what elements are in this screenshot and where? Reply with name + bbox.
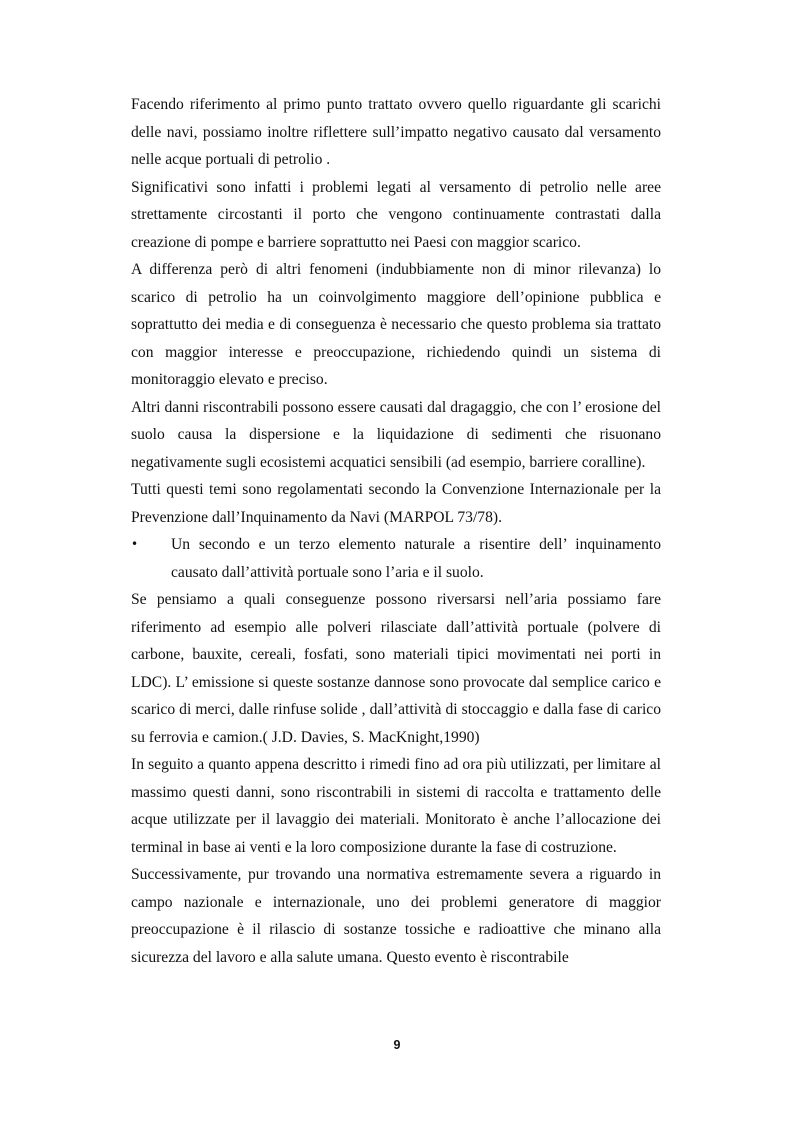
bullet-icon: • [131, 537, 139, 551]
paragraph-oil-discharge: Facendo riferimento al primo punto trattato ovvero quello riguardante gli scarichi delle navi, possiamo inoltre riflettere sull’impatto negativo causato dal versamento nelle acque portuali di petrolio . [131, 96, 661, 168]
paragraph-public-opinion: A differenza però di altri fenomeni (indubbiamente non di minor rilevanza) lo scarico di petrolio ha un coinvolgimento maggiore dell’opinione pubblica e soprattutto dei media e di conseguenza è necessario che questo problema sia trattato con maggior interesse e preoccupazione, richiedendo quindi un sistema di monitoraggio elevato e preciso. [131, 261, 661, 388]
bullet-list-item [131, 531, 661, 586]
paragraph-toxic-substances: Successivamente, pur trovando una normativa estremamente severa a riguardo in campo nazionale e internazionale, uno dei problemi generatore di maggior preoccupazione è il rilascio di sostanze tossiche e radioattive che minano alla sicurezza del lavoro e alla salute umana. Questo evento è riscontrabile [131, 866, 661, 966]
body-text [131, 91, 661, 971]
paragraph-remedies: In seguito a quanto appena descritto i rimedi fino ad ora più utilizzati, per limitare al massimo questi danni, sono riscontrabili in sistemi di raccolta e trattamento delle acque utilizzate per il lavaggio dei materiali. Monitorato è anche l’allocazione dei terminal in base ai venti e la loro composizione durante la fase di costruzione. [131, 756, 661, 856]
bullet-item-text: Un secondo e un terzo elemento naturale a risentire dell’ inquinamento causato dall’attività portuale sono l’aria e il suolo. [171, 536, 661, 581]
paragraph-marpol: Tutti questi temi sono regolamentati secondo la Convenzione Internazionale per la Prevenzione dall’Inquinamento da Navi (MARPOL 73/78). [131, 481, 661, 526]
paragraph-air-pollution: Se pensiamo a quali conseguenze possono riversarsi nell’aria possiamo fare riferimento ad esempio alle polveri rilasciate dall’attività portuale (polvere di carbone, bauxite, cereali, fosfati, sono materiali tipici movimentati nei porti in LDC). L’ emissione si queste sostanze dannose sono provocate dal semplice carico e scarico di merci, dalle rinfuse solide , dall’attività di stoccaggio e dalla fase di carico su ferrovia e camion.( J.D. Davies, S. MacKnight,1990) [131, 591, 661, 746]
page-number: 9 [393, 1038, 401, 1052]
paragraph-oil-problems: Significativi sono infatti i problemi legati al versamento di petrolio nelle aree strettamente circostanti il porto che vengono continuamente contrastati dalla creazione di pompe e barriere soprattutto nei Paesi con maggior scarico. [131, 178, 661, 251]
paragraph-dredging: Altri danni riscontrabili possono essere causati dal dragaggio, che con l’ erosione del suolo causa la dispersione e la liquidazione di sedimenti che risuonano negativamente sugli ecosistemi acquatici sensibili (ad esempio, barriere coralline). [131, 398, 661, 471]
